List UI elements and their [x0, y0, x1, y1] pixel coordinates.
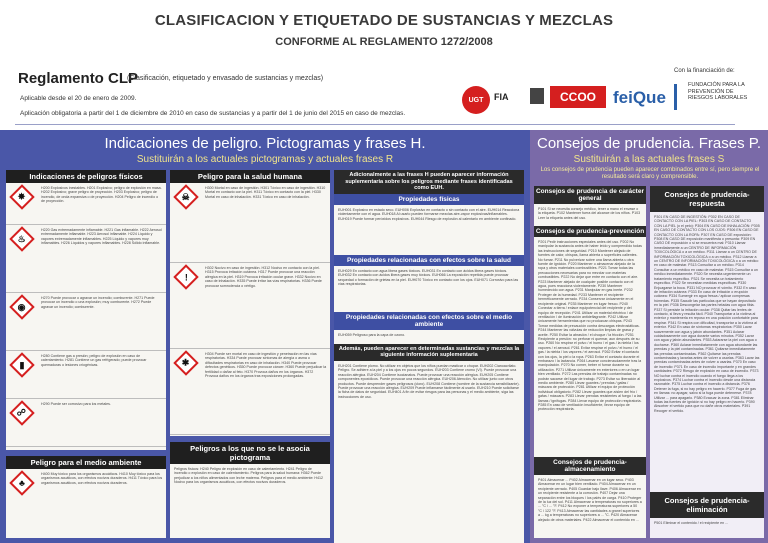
explosive-icon: ✸ — [9, 184, 34, 209]
hazard-text: H300 Mortal en caso de ingestión. H301 Tóxico en caso de ingestión. H310 Mortal en contacto con la piel. H311 Tóxico en contacto con la piel. H330 Mortal en caso de inhalación. H331 Tóxico en caso de inhalación. — [205, 186, 326, 199]
hazard-row — [170, 349, 330, 435]
hazard-row — [6, 399, 166, 447]
prevention-precaution-text: P201 Pedir instrucciones especiales antes del uso. P202 No manipular la sustancia antes de haber leído y comprendido todas las instrucciones de seguridad. P210 Mantener alejado de fuentes de calor, chispas, llama abierta o superficies calientes. No fumar. P211 No pulverizar sobre una llama abierta u otra fuente de ignición. P220 Mantener o almacenar alejado de la ropa y otros materiales combustibles. P221 Tomar todas las precauciones necesarias para no mezclar con materias combustibles. P222 No dejar que entre en contacto con el aire. P223 Mantener alejado de cualquier posible contacto con el agua, pues reacciona violentamente. P230 Mantener humedecido con agua. P231 Manipular en gas inerte. P232 Proteger de la humedad. P233 Mantener el recipiente herméticamente cerrado. P234 Conservar únicamente en el recipiente original. P235 Mantener en lugar fresco. P240 Conectar a tierra / enlace equipotencial del recipiente y del equipo de recepción. P241 Utilizar un material eléctrico / de ventilación / de iluminación antideflagrante. P242 Utilizar únicamente herramientas que no produzcan chispas. P243 Tomar medidas de precaución contra descargas electrostáticas. P244 Mantener las válvulas de reducción limpias de grasa y aceite. P250 Evitar la abrasión / el choque / la fricción. P251 Recipiente a presión: no perforar ni quemar, aun después de su uso. P260 No respirar el polvo / el humo / el gas / la niebla / los vapores / el aerosol. P261 Evitar respirar el polvo / el humo / el gas / la niebla / los vapores / el aerosol. P262 Evitar el contacto con los ojos, la piel o la ropa. P263 Evitar el contacto durante el embarazo / la lactancia. P264 Lavarse concienzudamente tras la manipulación. P270 No comer, beber ni fumar durante su utilización. P271 Utilizar únicamente en exteriores o en un lugar bien ventilado. P272 Las prendas de trabajo contaminadas no podrán sacarse del lugar de trabajo. P273 Evitar su liberación al medio ambiente. P280 Llevar guantes / prendas / gafas / máscara de protección. P281 Utilizar el equipo de protección individual obligatorio. P282 Llevar guantes que aíslen del frío / gafas / máscara. P283 Llevar prendas resistentes al fuego / a las llamas / ignífugas. P284 Llevar equipo de protección respiratoria. P285 En caso de ventilación insuficiente, llevar equipo de protección respiratoria. — [538, 240, 642, 412]
hazard-section-subtitle: Sustituirán a los actuales pictogramas y actuales frases R — [136, 154, 394, 165]
extra-info-heading: Además, pueden aparecer en determinadas sustancias y mezclas la siguiente información suplementaria — [334, 344, 524, 361]
no-pictogram-column — [170, 442, 330, 538]
precaution-note: Los consejos de prudencia pueden aparecer combinados entre sí, pero siempre el resultado será claro y comprensible. — [540, 167, 760, 180]
health-hazards-heading: Peligro para la salud humana — [170, 170, 330, 183]
hazard-row — [6, 469, 166, 537]
header-divider — [15, 124, 735, 125]
health-properties-text: EUH029 En contacto con agua libera gases tóxicos. EUH031 En contacto con ácidos libera gases tóxicos. EUH032 En contacto con ácidos libera gases muy tóxicos. EUH066 La exposición repetida puede provocar sequedad o formación de grietas en la piel. EUH070 Tóxico en contacto con los ojos. EUH071 Corrosivo para las vías respiratorias. — [338, 268, 519, 286]
hazard-row — [6, 293, 166, 351]
regulation-description: (Clasificación, etiquetado y envasado de sustancias y mezclas) — [127, 75, 324, 82]
disposal-precaution-text: P501 Eliminar el contenido / el recipiente en ... — [654, 521, 729, 525]
environment-icon: ♣ — [9, 470, 34, 495]
flame-over-circle-icon: ◉ — [9, 294, 34, 319]
exclamation-icon: ! — [173, 264, 198, 289]
hazard-row — [6, 225, 166, 293]
hazard-text: H200 Explosivos inestables. H201 Explosivo; peligro de explosión en masa. H202 Explosivo; grave peligro de proyección. H203 Explosivo; peligro de incendio, de onda expansiva o de proyección. H204 Peligro de incendio o de proyección. — [41, 186, 162, 204]
response-precaution-heading: Consejos de prudencia-respuesta — [650, 186, 764, 212]
storage-precaution-heading: Consejos de prudencia-almacenamiento — [534, 457, 646, 475]
corrosion-icon: ☍ — [9, 400, 34, 425]
physical-properties-text: EUH001 Explosivo en estado seco. EUH006 Explosivo en contacto o sin contacto con el aire. EUH014 Reacciona violentamente con el agua. EUH018 Al usarlo pueden formarse mezclas aire-vapor explosivas/inflamables. EUH019 Puede formar peróxidos explosivos. EUH044 Riesgo de explosión al calentarlo en ambiente confinado. — [338, 207, 520, 221]
fia-logo — [494, 92, 509, 102]
hazard-row — [170, 263, 330, 349]
environment-hazards-heading: Peligro para el medio ambiente — [6, 456, 166, 469]
hazard-text: H270 Puede provocar o agravar un incendio; comburente. H271 Puede provocar un incendio o una explosión; muy comburente. H272 Puede agravar un incendio; comburente. — [41, 296, 155, 309]
precaution-left-column — [534, 186, 646, 538]
fundacion-logo-text: FUNDACIÓN PARA LA PREVENCIÓN DE RIESGOS LABORALES — [688, 82, 748, 101]
hazard-row — [6, 351, 166, 399]
precaution-section-title: Consejos de prudencia. Frases P. — [536, 135, 762, 152]
no-pictogram-heading: Peligros a los que no se le asocia pictograma — [170, 442, 330, 464]
hazard-row — [6, 183, 166, 225]
fitag-logo-mark — [530, 88, 544, 104]
physical-hazards-column — [6, 170, 166, 450]
ugt-logo — [462, 86, 490, 114]
skull-icon: ☠ — [173, 184, 198, 209]
response-precaution-text: P301 EN CASO DE INGESTIÓN: P302 EN CASO DE CONTACTO CON LA PIEL: P303 EN CASO DE CONTACTO CON LA PIEL (o el pelo): P304 EN CASO DE INHALACIÓN: P305 EN CASO DE CONTACTO CON LOS OJOS: P306 EN CASO DE CONTACTO CON LA ROPA: P307 EN CASO DE exposición: P308 EN CASO DE exposición manifiesta o presunta: P309 EN CASO DE exposición o si se encuentra mal: P310 Llamar inmediatamente a un CENTRO DE INFORMACIÓN TOXICOLÓGICA o a un médico. P311 Llamar a un CENTRO DE INFORMACIÓN TOXICOLÓGICA o a un médico. P312 Llamar a un CENTRO DE INFORMACIÓN TOXICOLÓGICA o a un médico en caso de malestar. P313 Consultar a un médico. P314 Consultar a un médico en caso de malestar. P315 Consultar a un médico inmediatamente. P320 Se necesita urgentemente un tratamiento específico. P321 Se necesita un tratamiento específico. P322 Se necesitan medidas específicas. P330 Enjuagarse la boca. P331 NO provocar el vómito. P332 En caso de irritación cutánea: P333 En caso de irritación o erupción cutánea: P334 Sumergir en agua fresca / aplicar compresas húmedas. P335 Sacudir las partículas que se hayan depositado en la piel. P336 Descongelar las partes heladas con agua tibia. P337 Si persiste la irritación ocular: P338 Quitar las lentes de contacto, si lleva y resulta fácil. P340 Transportar a la víctima al exterior y mantenerla en reposo en una posición confortable para respirar. P341 Si respira con dificultad, transportar a la víctima al exterior. P342 En caso de síntomas respiratorios: P350 Lavar suavemente con agua y jabón abundantes. P351 Aclarar cuidadosamente con agua durante varios minutos. P352 Lavar con agua y jabón abundantes. P353 Aclararse la piel con agua o ducharse. P360 Aclarar inmediatamente con agua abundante las prendas y la piel contaminadas. P361 Quitarse inmediatamente las prendas contaminadas. P362 Quitarse las prendas contaminadas y lavarlas antes de volver a usarlas. P363 Lavar las prendas contaminadas antes de volver a usarlas. P370 En caso de incendio: P371 En caso de incendio importante y en grandes cantidades: P372 Riesgo de explosión en caso de incendio. P373 NO luchar contra el incendio cuando el fuego llega a los explosivos. P374 Luchar contra el incendio desde una distancia razonable. P375 Luchar contra el incendio a distancia. P376 Detener la fuga, si no hay peligro en hacerlo. P377 Fuga de gas en llamas: no apagar, salvo si la fuga puede detenerse. P378 Utilizar ... para apagarlo. P380 Evacuar la zona. P381 Eliminar todas las fuentes de ignición si no hay peligro en hacerlo. P390 Absorber el vertido para que no dañe otros materiales. P391 Recoger el vertido. — [654, 215, 760, 413]
prevention-precaution-heading: Consejos de prudencia-prevención — [535, 228, 645, 235]
fia-logo-text: FIA — [494, 92, 509, 102]
hazard-row — [170, 183, 330, 263]
health-properties-heading: Propiedades relacionadas con efectos sobre la salud — [334, 255, 524, 266]
extra-info-text: EUH201 Contiene plomo. No utilizar en objetos que los niños puedan masticar o chupar. EUH202 Cianoacrilato. Peligro. Se adhiere a la piel y a los ojos en pocos segundos. EUH203 Contiene cromo (VI). Puede provocar una reacción alérgica. EUH204 Contiene isocianatos. Puede provocar una reacción alérgica. EUH205 Contiene componentes epoxídicos. Puede provocar una reacción alérgica. EUH206 Atención. No utilizar junto con otros productos. Puede desprender gases peligrosos (cloro). EUH208 Contiene (nombre de la sustancia sensibilizante). Puede provocar una reacción alérgica. EUH209 Puede inflamarse fácilmente al usarlo. EUH210 Puede solicitarse la ficha de datos de seguridad. EUH401 A fin de evitar riesgos para las personas y el medio ambiente, siga las instrucciones de uso. — [338, 363, 520, 399]
ugt-logo-text: UGT — [468, 96, 484, 104]
hazard-text: H302 Nocivo en caso de ingestión. H312 Nocivo en contacto con la piel. H315 Provoca irritación cutánea. H317 Puede provocar una reacción alérgica en la piel. H319 Provoca irritación ocular grave. H332 Nocivo en caso de inhalación. H335 Puede irritar las vías respiratorias. H336 Puede provocar somnolencia o vértigo. — [205, 266, 322, 288]
precaution-right-column — [650, 186, 764, 538]
hazard-text: H400 Muy tóxico para los organismos acuáticos. H410 Muy tóxico para los organismos acuáticos, con efectos nocivos duraderos. H411 Tóxico para los organismos acuáticos, con efectos nocivos duraderos. — [41, 472, 163, 485]
general-precaution-heading: Consejos de prudencia de carácter general — [535, 188, 644, 202]
gas-cylinder-icon: ▮ — [9, 352, 34, 377]
environment-properties-heading: Propiedades relacionadas con efectos sobre el medio ambiente — [334, 312, 524, 330]
flame-icon: ♨ — [9, 226, 34, 251]
health-hazard-icon: ✱ — [173, 350, 198, 375]
disposal-precaution-heading: Consejos de prudencia-eliminación — [650, 492, 764, 518]
ccoo-logo-text: CCOO — [560, 90, 596, 104]
page-subtitle: CONFORME AL REGLAMENTO 1272/2008 — [275, 36, 493, 48]
physical-properties-heading: Propiedades físicas — [334, 194, 524, 205]
ccoo-logo — [550, 86, 606, 108]
feique-logo-text: feiQue — [613, 88, 666, 107]
hazard-section-title: Indicaciones de peligro. Pictogramas y frases H. — [104, 135, 426, 152]
precaution-section-subtitle: Sustituirán a las actuales frases S — [573, 154, 725, 165]
hazard-text: H304 Puede ser mortal en caso de ingestión y penetración en las vías respiratorias. H334 Puede provocar síntomas de alergia o asma o dificultades respiratorias en caso de inhalación. H340 Puede provocar defectos genéticos. H350 Puede provocar cáncer. H360 Puede perjudicar la fertilidad o dañar al feto. H370 Provoca daños en los órganos. H372 Provoca daños en los órganos tras exposiciones prolongadas. — [205, 352, 327, 379]
no-pictogram-text: Peligros físicos: H240 Peligro de explosión en caso de calentamiento. H241 Peligro de incendio o explosión en caso de calentamiento. Peligros para la salud humana: H362 Puede perjudicar a los niños alimentados con leche materna. Peligros para el medio ambiente: H412 Nocivo para los organismos acuáticos, con efectos nocivos duraderos. — [174, 467, 324, 485]
hazard-text: H290 Puede ser corrosivo para los metales. — [41, 402, 111, 406]
financing-label: Con la financiación de: — [674, 68, 735, 74]
euh-intro-heading: Adicionalmente a las frases H pueden aparecer información suplementaria sobre los peligros mediante frases identificadas como EUH. — [334, 170, 524, 194]
environment-properties-text: EUH059 Peligroso para la capa de ozono. — [338, 332, 406, 337]
page-header — [0, 0, 768, 130]
fundacion-logo — [688, 82, 758, 102]
storage-precaution-text: P401 Almacenar ... P402 Almacenar en un lugar seco. P403 Almacenar en un lugar bien ventilado. P404 Almacenar en un recipiente cerrado. P405 Guardar bajo llave. P406 Almacenar en un recipiente resistente a la corrosión. P407 Dejar una separación entre los bloques / los palés de carga. P410 Proteger de la luz del sol. P411 Almacenar a temperaturas no superiores a ... °C / ... °F. P412 No exponer a temperaturas superiores a 50 °C / 122 °F. P413 Almacenar las cantidades a granel superiores a ... kg a temperaturas no superiores a ... °C. P420 Almacenar alejado de otros materiales. P422 Almacenar el contenido en ... — [538, 478, 642, 522]
feique-logo — [613, 88, 666, 108]
hazard-text: H220 Gas extremadamente inflamable. H221 Gas inflamable. H222 Aerosol extremadamente inflamable. H223 Aerosol inflamable. H224 Líquido y vapores extremadamente inflamables. H225 Líquido y vapores muy inflamables. H226 Líquidos y vapores inflamables. H228 Sólido inflamable. — [41, 228, 162, 246]
physical-hazards-heading: Indicaciones de peligros físicos — [6, 170, 166, 183]
general-precaution-text: P101 Si se necesita consejo médico, tener a mano el envase o la etiqueta. P102 Mantener fuera del alcance de los niños. P103 Leer la etiqueta antes del uso. — [538, 207, 641, 220]
hazard-text: H280 Contiene gas a presión; peligro de explosión en caso de calentamiento. H281 Contiene un gas refrigerado; puede provocar quemaduras o lesiones criogénicas. — [41, 354, 147, 367]
mandatory-date: Aplicación obligatoria a partir del 1 de diciembre de 2010 en caso de sustancias y a partir del 1 de junio del 2015 en caso de mezclas. — [20, 110, 406, 117]
regulation-title: Reglamento CLP — [18, 70, 139, 87]
applicable-date: Aplicable desde el 20 de enero de 2009. — [20, 95, 137, 102]
page-title: CLASIFICACION Y ETIQUETADO DE SUSTANCIAS Y MEZCLAS — [154, 12, 614, 29]
environment-hazards-column — [6, 456, 166, 538]
health-hazards-column — [170, 170, 330, 436]
supplementary-info-column — [334, 170, 524, 543]
fundacion-logo-mark — [674, 84, 684, 110]
